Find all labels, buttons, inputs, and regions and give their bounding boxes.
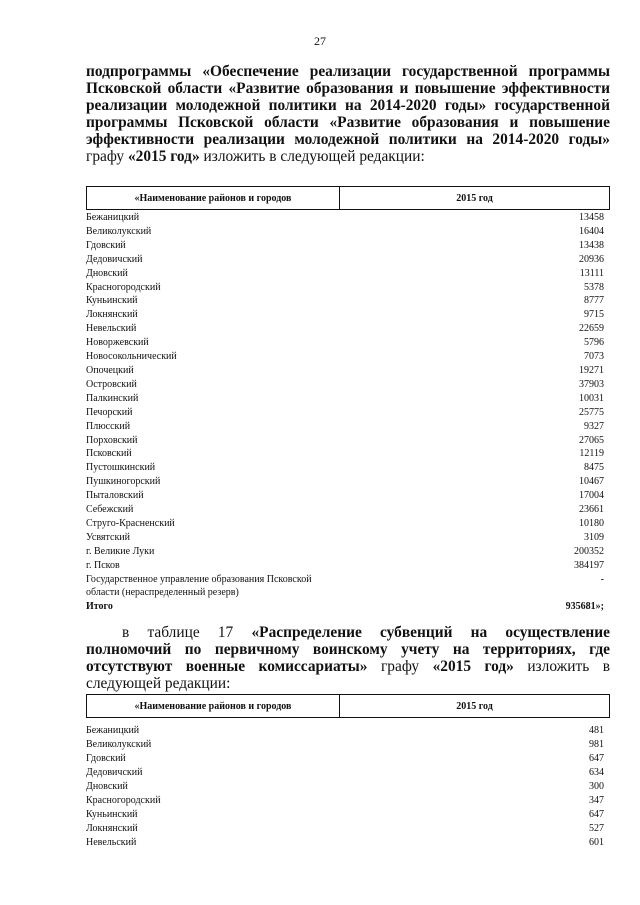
table-1-body bbox=[86, 210, 610, 614]
row-value: 5378 bbox=[584, 281, 604, 293]
row-name: Локнянский bbox=[86, 309, 138, 321]
row-name: Пыталовский bbox=[86, 490, 144, 502]
row-value: 25775 bbox=[579, 406, 604, 418]
row-value: 8475 bbox=[584, 462, 604, 474]
table-2 bbox=[86, 694, 610, 850]
table-row bbox=[86, 794, 610, 808]
table-1-header bbox=[86, 186, 610, 210]
total-label: Итого bbox=[86, 601, 113, 613]
table-row bbox=[86, 211, 610, 225]
row-name: Гдовский bbox=[86, 239, 126, 251]
table-row bbox=[86, 420, 610, 434]
row-value: 3109 bbox=[584, 531, 604, 543]
row-name: Красногородский bbox=[86, 795, 161, 806]
row-value: 23661 bbox=[579, 504, 604, 516]
row-value: 647 bbox=[589, 809, 604, 820]
row-value: 8777 bbox=[584, 295, 604, 307]
table-row bbox=[86, 253, 610, 267]
row-value: 527 bbox=[589, 823, 604, 834]
row-name: Палкинский bbox=[86, 392, 139, 404]
row-name: Порховский bbox=[86, 434, 138, 446]
paragraph-1-text-2: изложить в следующей редакции: bbox=[199, 148, 425, 165]
row-value: 27065 bbox=[579, 434, 604, 446]
row-name: Псковский bbox=[86, 448, 132, 460]
table-row bbox=[86, 822, 610, 836]
table-row bbox=[86, 517, 610, 531]
row-name: Новосокольнический bbox=[86, 351, 177, 363]
row-value: 481 bbox=[589, 725, 604, 736]
table-row bbox=[86, 489, 610, 503]
row-name: Невельский bbox=[86, 837, 137, 848]
table-row bbox=[86, 573, 610, 601]
row-name: Пушкиногорский bbox=[86, 476, 161, 488]
row-value: 20936 bbox=[579, 253, 604, 265]
row-name: Островский bbox=[86, 378, 137, 390]
table-row bbox=[86, 503, 610, 517]
row-name: Дедовичский bbox=[86, 253, 143, 265]
row-value: 200352 bbox=[574, 545, 604, 557]
row-name: Новоржевский bbox=[86, 337, 149, 349]
row-value: 13438 bbox=[579, 239, 604, 251]
row-name: Красногородский bbox=[86, 281, 161, 293]
table-row bbox=[86, 559, 610, 573]
table-1-col-name: «Наименование районов и городов bbox=[87, 187, 340, 209]
table-2-body bbox=[86, 718, 610, 850]
row-name: Опочецкий bbox=[86, 364, 134, 376]
row-value: 12119 bbox=[579, 448, 604, 460]
row-name: Дновский bbox=[86, 781, 128, 792]
row-name: Дновский bbox=[86, 267, 128, 279]
table-row bbox=[86, 808, 610, 822]
paragraph-1-text: графу bbox=[86, 148, 128, 165]
row-name: Бежаницкий bbox=[86, 725, 140, 736]
paragraph-1-bold-2: «2015 год» bbox=[127, 148, 200, 165]
row-value: 601 bbox=[589, 837, 604, 848]
row-name: Печорский bbox=[86, 406, 133, 418]
paragraph-1 bbox=[86, 63, 610, 165]
paragraph-2-text-3: изложить в следующей редакции: bbox=[86, 658, 610, 692]
row-name: Невельский bbox=[86, 323, 137, 335]
row-value: 9715 bbox=[584, 309, 604, 321]
row-name: Гдовский bbox=[86, 753, 126, 764]
paragraph-2-text: в таблице 17 bbox=[122, 624, 252, 641]
row-value: 647 bbox=[589, 753, 604, 764]
row-value: 22659 bbox=[579, 323, 604, 335]
table-row bbox=[86, 294, 610, 308]
row-name: Великолукский bbox=[86, 739, 152, 750]
paragraph-2-bold: «Распределение субвенций на осуществление полномочий по первичному воинскому учету на территориях, где отсутствуют военные комиссариаты» bbox=[86, 624, 610, 675]
table-1 bbox=[86, 186, 610, 614]
table-row bbox=[86, 447, 610, 461]
table-row bbox=[86, 281, 610, 295]
table-row bbox=[86, 434, 610, 448]
row-name: Пустошкинский bbox=[86, 462, 156, 474]
row-value: 7073 bbox=[584, 351, 604, 363]
table-row bbox=[86, 780, 610, 794]
row-value: 347 bbox=[589, 795, 604, 806]
paragraph-2 bbox=[86, 624, 610, 692]
table-2-header bbox=[86, 694, 610, 718]
table-row bbox=[86, 531, 610, 545]
row-name: Струго-Красненский bbox=[86, 517, 175, 529]
table-row bbox=[86, 406, 610, 420]
row-value: 634 bbox=[589, 767, 604, 778]
row-value: 13458 bbox=[579, 212, 604, 223]
row-name: Государственное управление образования Псковской области (нераспределенный резерв) bbox=[86, 573, 312, 599]
row-value: 10180 bbox=[579, 517, 604, 529]
row-value: 10031 bbox=[579, 392, 604, 404]
row-value: 17004 bbox=[579, 490, 604, 502]
row-value: 9327 bbox=[584, 420, 604, 432]
table-2-col-year: 2015 год bbox=[456, 700, 493, 712]
table-row bbox=[86, 545, 610, 559]
row-value: 37903 bbox=[579, 378, 604, 390]
row-name: Куньинский bbox=[86, 295, 138, 307]
table-row bbox=[86, 738, 610, 752]
row-value: - bbox=[600, 573, 604, 585]
table-row bbox=[86, 378, 610, 392]
table-row bbox=[86, 836, 610, 850]
row-name: Бежаницкий bbox=[86, 212, 140, 223]
row-name: Локнянский bbox=[86, 823, 138, 834]
table-row bbox=[86, 475, 610, 489]
table-2-col-name: «Наименование районов и городов bbox=[87, 695, 340, 717]
table-row bbox=[86, 308, 610, 322]
table-row bbox=[86, 364, 610, 378]
row-value: 384197 bbox=[574, 559, 604, 571]
row-name: г. Великие Луки bbox=[86, 545, 155, 557]
row-value: 16404 bbox=[579, 225, 604, 237]
table-row bbox=[86, 350, 610, 364]
table-row bbox=[86, 336, 610, 350]
row-value: 981 bbox=[589, 739, 604, 750]
table-row bbox=[86, 322, 610, 336]
row-value: 10467 bbox=[579, 476, 604, 488]
table-row bbox=[86, 724, 610, 738]
row-value: 19271 bbox=[579, 364, 604, 376]
total-value: 935681»; bbox=[565, 601, 604, 613]
table-total-row bbox=[86, 600, 610, 614]
table-row bbox=[86, 461, 610, 475]
table-row bbox=[86, 239, 610, 253]
row-name: Куньинский bbox=[86, 809, 138, 820]
table-row bbox=[86, 267, 610, 281]
row-name: Себежский bbox=[86, 504, 134, 516]
paragraph-1-bold: подпрограммы «Обеспечение реализации государственной программы Псковской области «Развитие образования и повышение эффективности реализации молодежной политики на 2014-2020 годы» государственной программы Псковской области «Развитие образования и повышение эффективности реализации молодежной политики на 2014-2020 годы» bbox=[86, 63, 610, 148]
row-value: 5796 bbox=[584, 337, 604, 349]
table-1-col-year: 2015 год bbox=[456, 192, 493, 204]
row-value: 13111 bbox=[579, 267, 604, 279]
row-name: Плюсский bbox=[86, 420, 131, 432]
row-name: г. Псков bbox=[86, 559, 120, 571]
paragraph-2-bold-2: «2015 год» bbox=[432, 658, 514, 675]
row-name: Усвятский bbox=[86, 531, 130, 543]
row-value: 300 bbox=[589, 781, 604, 792]
paragraph-2-text-2: графу bbox=[367, 658, 433, 675]
page-number: 27 bbox=[314, 34, 326, 48]
row-name: Дедовичский bbox=[86, 767, 143, 778]
table-row bbox=[86, 392, 610, 406]
table-row bbox=[86, 225, 610, 239]
table-row bbox=[86, 752, 610, 766]
table-row bbox=[86, 766, 610, 780]
row-name: Великолукский bbox=[86, 225, 152, 237]
